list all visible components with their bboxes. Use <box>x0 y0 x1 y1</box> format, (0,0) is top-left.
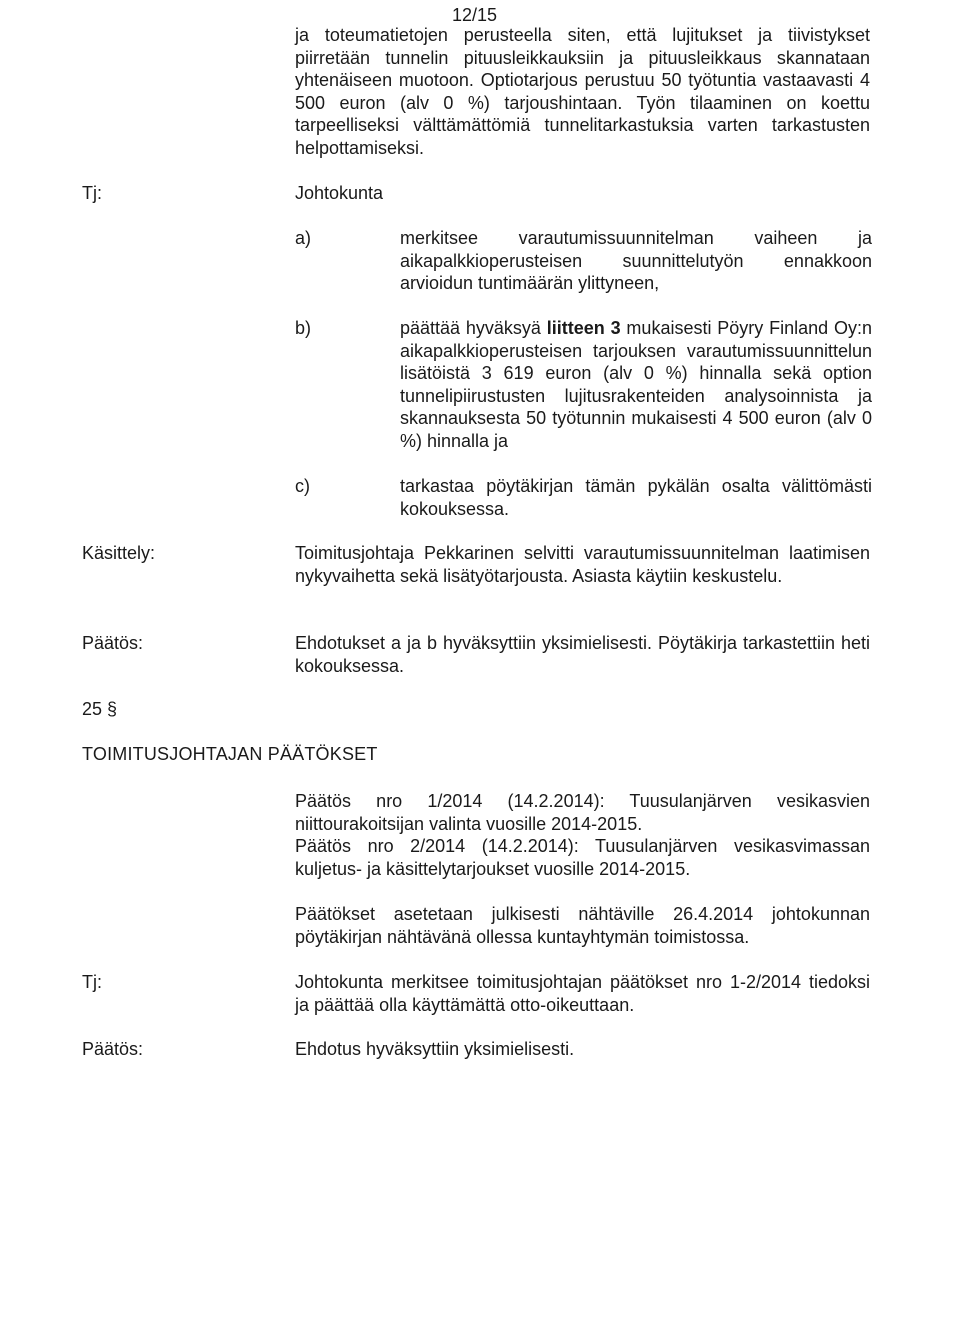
decision-2-text: Ehdotus hyväksyttiin yksimielisesti. <box>295 1039 575 1059</box>
section-number: 25 § <box>82 699 118 719</box>
proposal-2-label: Tj: <box>82 972 102 992</box>
intro-paragraph: ja toteumatietojen perusteella siten, että lujitukset ja tiivistykset piirretään tunnelin pituusleikkauksiin ja pituusleikkaus skannataan yhtenäiseen muotoon. Optiotarjous perustuu 50 työtuntia vastaavasti 4 500 euron (alv 0 %) tarjoushintaan. Työn tilaaminen on koettu tarpeelliseksi välttämättömiä tunnelitarkastuksia varten tarkastusten helpottamiseksi. <box>295 25 870 158</box>
decision-text: Ehdotukset a ja b hyväksyttiin yksimielisesti. Pöytäkirja tarkastettiin heti kokouksessa. <box>295 633 870 676</box>
item-c-marker: c) <box>295 476 310 496</box>
proposal-subject: Johtokunta <box>295 183 384 203</box>
page-number: 12/15 <box>452 5 498 25</box>
item-a-marker: a) <box>295 228 312 248</box>
item-a-text: merkitsee varautumissuunnitelman vaiheen ja aikapalkkioperusteisen suunnittelutyön ennakkoon arvioidun tuntimäärän ylittyneen, <box>400 228 872 293</box>
proposal-label: Tj: <box>82 183 102 203</box>
item-c-text: tarkastaa pöytäkirjan tämän pykälän osalta välittömästi kokouksessa. <box>400 476 872 519</box>
item-b-text-after: mukaisesti Pöyry Finland Oy:n aikapalkkioperusteisen tarjouksen varautumissuunnittelun lisätöistä 3 619 euron (alv 0 %) hinnalla sekä option tunnelipiirustusten lujitusrakenteiden analysoinnista ja skannauksesta 50 työtunnin mukaisesti 4 500 euron (alv 0 %) hinnalla ja <box>400 318 873 451</box>
proposal-2-text: Johtokunta merkitsee toimitusjohtajan päätökset nro 1-2/2014 tiedoksi ja päättää olla käyttämättä otto-oikeuttaan. <box>295 972 870 1015</box>
attachment-reference: liitteen 3 <box>546 318 621 338</box>
decision-label: Päätös: <box>82 633 144 653</box>
decision-entry-2: Päätös nro 2/2014 (14.2.2014): Tuusulanjärven vesikasvimassan kuljetus- ja käsittelytarjoukset vuosille 2014-2015. <box>295 836 870 879</box>
item-b-marker: b) <box>295 318 312 338</box>
publication-note: Päätökset asetetaan julkisesti nähtäville 26.4.2014 johtokunnan pöytäkirjan nähtävänä ollessa kuntayhtymän toimistossa. <box>295 904 870 947</box>
item-b-text-before: päättää hyväksyä <box>400 318 547 338</box>
item-b-text <box>400 317 872 452</box>
decision-entry-1: Päätös nro 1/2014 (14.2.2014): Tuusulanjärven vesikasvien niittourakoitsijan valinta vuosille 2014-2015. <box>295 791 870 834</box>
handling-label: Käsittely: <box>82 543 156 563</box>
handling-text: Toimitusjohtaja Pekkarinen selvitti varautumissuunnitelman laatimisen nykyvaihetta sekä lisätyötarjousta. Asiasta käytiin keskustelu. <box>295 543 870 586</box>
decision-2-label: Päätös: <box>82 1039 144 1059</box>
section-title: TOIMITUSJOHTAJAN PÄÄTÖKSET <box>82 744 378 764</box>
